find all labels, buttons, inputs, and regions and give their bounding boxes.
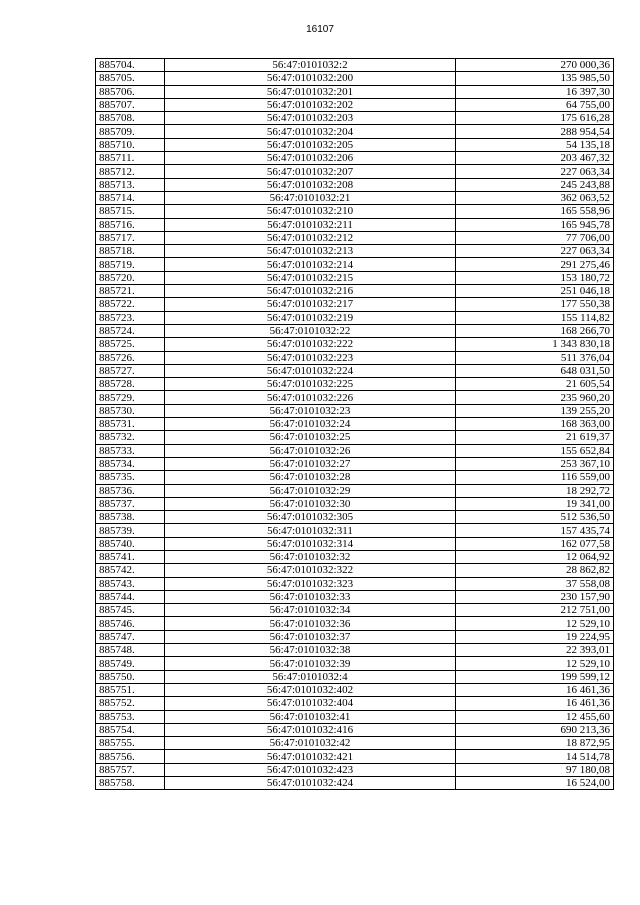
cadastral-value: 28 862,82 (456, 564, 614, 577)
row-number: 885733. (96, 444, 165, 457)
table-row (96, 444, 614, 457)
cadastral-value: 155 652,84 (456, 444, 614, 457)
row-number: 885745. (96, 604, 165, 617)
cadastral-number: 56:47:0101032:32 (165, 550, 456, 563)
cadastral-number: 56:47:0101032:37 (165, 630, 456, 643)
cadastral-value: 21 619,37 (456, 431, 614, 444)
cadastral-value: 1 343 830,18 (456, 338, 614, 351)
cadastral-value: 270 000,36 (456, 59, 614, 72)
cadastral-number: 56:47:0101032:311 (165, 524, 456, 537)
cadastral-value: 253 367,10 (456, 457, 614, 470)
table-row (96, 777, 614, 790)
table-row (96, 285, 614, 298)
cadastral-number: 56:47:0101032:200 (165, 72, 456, 85)
cadastral-value: 648 031,50 (456, 364, 614, 377)
row-number: 885738. (96, 511, 165, 524)
row-number: 885741. (96, 550, 165, 563)
cadastral-number: 56:47:0101032:205 (165, 138, 456, 151)
table-row (96, 231, 614, 244)
cadastral-number: 56:47:0101032:219 (165, 311, 456, 324)
cadastral-number: 56:47:0101032:423 (165, 763, 456, 776)
row-number: 885732. (96, 431, 165, 444)
table-row (96, 471, 614, 484)
table-row (96, 737, 614, 750)
table-row (96, 338, 614, 351)
cadastral-value: 165 558,96 (456, 205, 614, 218)
cadastral-number: 56:47:0101032:27 (165, 457, 456, 470)
table-row (96, 537, 614, 550)
cadastral-value: 168 266,70 (456, 324, 614, 337)
cadastral-value: 12 529,10 (456, 657, 614, 670)
cadastral-value: 175 616,28 (456, 112, 614, 125)
cadastral-number: 56:47:0101032:24 (165, 418, 456, 431)
cadastral-number: 56:47:0101032:25 (165, 431, 456, 444)
row-number: 885739. (96, 524, 165, 537)
table-row (96, 723, 614, 736)
cadastral-number: 56:47:0101032:39 (165, 657, 456, 670)
cadastral-number: 56:47:0101032:28 (165, 471, 456, 484)
table-row (96, 710, 614, 723)
row-number: 885748. (96, 644, 165, 657)
row-number: 885754. (96, 723, 165, 736)
cadastral-number: 56:47:0101032:207 (165, 165, 456, 178)
cadastral-value: 235 960,20 (456, 391, 614, 404)
cadastral-value: 135 985,50 (456, 72, 614, 85)
row-number: 885726. (96, 351, 165, 364)
row-number: 885740. (96, 537, 165, 550)
cadastral-value: 177 550,38 (456, 298, 614, 311)
cadastral-number: 56:47:0101032:402 (165, 683, 456, 696)
row-number: 885729. (96, 391, 165, 404)
table-row (96, 205, 614, 218)
cadastral-number: 56:47:0101032:4 (165, 670, 456, 683)
row-number: 885728. (96, 378, 165, 391)
cadastral-number: 56:47:0101032:226 (165, 391, 456, 404)
cadastral-number: 56:47:0101032:224 (165, 364, 456, 377)
row-number: 885717. (96, 231, 165, 244)
cadastral-number: 56:47:0101032:42 (165, 737, 456, 750)
table-row (96, 72, 614, 85)
cadastral-value: 22 393,01 (456, 644, 614, 657)
cadastral-value: 291 275,46 (456, 258, 614, 271)
cadastral-value: 227 063,34 (456, 245, 614, 258)
row-number: 885705. (96, 72, 165, 85)
page-number: 16107 (306, 24, 334, 35)
cadastral-number: 56:47:0101032:322 (165, 564, 456, 577)
cadastral-value: 362 063,52 (456, 191, 614, 204)
cadastral-value: 97 180,08 (456, 763, 614, 776)
table-row (96, 750, 614, 763)
table-row (96, 258, 614, 271)
table-row (96, 391, 614, 404)
cadastral-value: 19 224,95 (456, 630, 614, 643)
table-row (96, 245, 614, 258)
cadastral-number: 56:47:0101032:223 (165, 351, 456, 364)
cadastral-number: 56:47:0101032:421 (165, 750, 456, 763)
table-row (96, 644, 614, 657)
cadastral-value: 16 461,36 (456, 683, 614, 696)
cadastral-value: 116 559,00 (456, 471, 614, 484)
cadastral-number: 56:47:0101032:404 (165, 697, 456, 710)
cadastral-value: 139 255,20 (456, 404, 614, 417)
row-number: 885716. (96, 218, 165, 231)
row-number: 885710. (96, 138, 165, 151)
cadastral-value: 251 046,18 (456, 285, 614, 298)
table-row (96, 112, 614, 125)
row-number: 885744. (96, 590, 165, 603)
table-row (96, 657, 614, 670)
table-row (96, 457, 614, 470)
cadastral-value: 212 751,00 (456, 604, 614, 617)
row-number: 885730. (96, 404, 165, 417)
table-row (96, 218, 614, 231)
table-row (96, 364, 614, 377)
table-row (96, 59, 614, 72)
cadastral-number: 56:47:0101032:211 (165, 218, 456, 231)
cadastral-value: 77 706,00 (456, 231, 614, 244)
table-row (96, 431, 614, 444)
cadastral-number: 56:47:0101032:33 (165, 590, 456, 603)
row-number: 885757. (96, 763, 165, 776)
table-row (96, 298, 614, 311)
row-number: 885742. (96, 564, 165, 577)
cadastral-number: 56:47:0101032:208 (165, 178, 456, 191)
row-number: 885735. (96, 471, 165, 484)
cadastral-number: 56:47:0101032:222 (165, 338, 456, 351)
cadastral-value: 19 341,00 (456, 497, 614, 510)
table-body (96, 59, 614, 790)
row-number: 885736. (96, 484, 165, 497)
cadastral-value: 230 157,90 (456, 590, 614, 603)
cadastral-number: 56:47:0101032:217 (165, 298, 456, 311)
table-row (96, 404, 614, 417)
table-row (96, 617, 614, 630)
row-number: 885707. (96, 98, 165, 111)
cadastral-number: 56:47:0101032:22 (165, 324, 456, 337)
table-row (96, 697, 614, 710)
cadastral-value: 153 180,72 (456, 271, 614, 284)
table-row (96, 630, 614, 643)
row-number: 885737. (96, 497, 165, 510)
cadastral-value: 14 514,78 (456, 750, 614, 763)
table-row (96, 152, 614, 165)
cadastral-number: 56:47:0101032:2 (165, 59, 456, 72)
table-row (96, 550, 614, 563)
row-number: 885743. (96, 577, 165, 590)
cadastral-number: 56:47:0101032:21 (165, 191, 456, 204)
row-number: 885721. (96, 285, 165, 298)
cadastral-value-table (95, 58, 614, 790)
row-number: 885755. (96, 737, 165, 750)
row-number: 885706. (96, 85, 165, 98)
cadastral-number: 56:47:0101032:38 (165, 644, 456, 657)
row-number: 885758. (96, 777, 165, 790)
table-row (96, 271, 614, 284)
table-row (96, 670, 614, 683)
cadastral-value: 64 755,00 (456, 98, 614, 111)
table-row (96, 763, 614, 776)
cadastral-value: 203 467,32 (456, 152, 614, 165)
cadastral-value: 512 536,50 (456, 511, 614, 524)
cadastral-value: 165 945,78 (456, 218, 614, 231)
table-row (96, 511, 614, 524)
table-row (96, 311, 614, 324)
table-row (96, 564, 614, 577)
row-number: 885723. (96, 311, 165, 324)
table-row (96, 484, 614, 497)
cadastral-number: 56:47:0101032:424 (165, 777, 456, 790)
table-row (96, 165, 614, 178)
cadastral-number: 56:47:0101032:26 (165, 444, 456, 457)
cadastral-number: 56:47:0101032:41 (165, 710, 456, 723)
row-number: 885712. (96, 165, 165, 178)
cadastral-value: 162 077,58 (456, 537, 614, 550)
row-number: 885752. (96, 697, 165, 710)
cadastral-value: 199 599,12 (456, 670, 614, 683)
cadastral-value: 168 363,00 (456, 418, 614, 431)
cadastral-number: 56:47:0101032:323 (165, 577, 456, 590)
table-row (96, 418, 614, 431)
cadastral-number: 56:47:0101032:206 (165, 152, 456, 165)
table-row (96, 524, 614, 537)
row-number: 885713. (96, 178, 165, 191)
cadastral-number: 56:47:0101032:29 (165, 484, 456, 497)
cadastral-number: 56:47:0101032:30 (165, 497, 456, 510)
table-row (96, 324, 614, 337)
table-row (96, 590, 614, 603)
table-row (96, 497, 614, 510)
row-number: 885711. (96, 152, 165, 165)
cadastral-number: 56:47:0101032:305 (165, 511, 456, 524)
cadastral-value: 12 529,10 (456, 617, 614, 630)
row-number: 885719. (96, 258, 165, 271)
table-row (96, 604, 614, 617)
table-row (96, 125, 614, 138)
cadastral-number: 56:47:0101032:23 (165, 404, 456, 417)
row-number: 885756. (96, 750, 165, 763)
table-row (96, 683, 614, 696)
cadastral-value: 227 063,34 (456, 165, 614, 178)
cadastral-number: 56:47:0101032:210 (165, 205, 456, 218)
cadastral-number: 56:47:0101032:225 (165, 378, 456, 391)
cadastral-number: 56:47:0101032:201 (165, 85, 456, 98)
cadastral-number: 56:47:0101032:204 (165, 125, 456, 138)
row-number: 885749. (96, 657, 165, 670)
cadastral-number: 56:47:0101032:216 (165, 285, 456, 298)
cadastral-value: 16 397,30 (456, 85, 614, 98)
cadastral-number: 56:47:0101032:203 (165, 112, 456, 125)
cadastral-value: 690 213,36 (456, 723, 614, 736)
cadastral-number: 56:47:0101032:36 (165, 617, 456, 630)
cadastral-number: 56:47:0101032:215 (165, 271, 456, 284)
row-number: 885715. (96, 205, 165, 218)
cadastral-value: 21 605,54 (456, 378, 614, 391)
cadastral-number: 56:47:0101032:212 (165, 231, 456, 244)
cadastral-value: 245 243,88 (456, 178, 614, 191)
cadastral-value: 37 558,08 (456, 577, 614, 590)
row-number: 885704. (96, 59, 165, 72)
cadastral-value: 288 954,54 (456, 125, 614, 138)
table-row (96, 178, 614, 191)
table-row (96, 378, 614, 391)
row-number: 885731. (96, 418, 165, 431)
cadastral-value: 12 455,60 (456, 710, 614, 723)
row-number: 885750. (96, 670, 165, 683)
cadastral-value: 16 524,00 (456, 777, 614, 790)
table-row (96, 138, 614, 151)
row-number: 885727. (96, 364, 165, 377)
cadastral-value: 12 064,92 (456, 550, 614, 563)
cadastral-value: 54 135,18 (456, 138, 614, 151)
row-number: 885714. (96, 191, 165, 204)
cadastral-value: 16 461,36 (456, 697, 614, 710)
cadastral-value: 511 376,04 (456, 351, 614, 364)
row-number: 885753. (96, 710, 165, 723)
table-row (96, 351, 614, 364)
cadastral-value: 157 435,74 (456, 524, 614, 537)
row-number: 885751. (96, 683, 165, 696)
cadastral-number: 56:47:0101032:213 (165, 245, 456, 258)
table-row (96, 85, 614, 98)
cadastral-value: 18 872,95 (456, 737, 614, 750)
table-row (96, 577, 614, 590)
row-number: 885722. (96, 298, 165, 311)
table-row (96, 98, 614, 111)
row-number: 885709. (96, 125, 165, 138)
row-number: 885724. (96, 324, 165, 337)
cadastral-value: 18 292,72 (456, 484, 614, 497)
cadastral-number: 56:47:0101032:34 (165, 604, 456, 617)
row-number: 885725. (96, 338, 165, 351)
cadastral-number: 56:47:0101032:214 (165, 258, 456, 271)
row-number: 885746. (96, 617, 165, 630)
row-number: 885747. (96, 630, 165, 643)
table-row (96, 191, 614, 204)
row-number: 885708. (96, 112, 165, 125)
cadastral-value: 155 114,82 (456, 311, 614, 324)
row-number: 885718. (96, 245, 165, 258)
row-number: 885720. (96, 271, 165, 284)
row-number: 885734. (96, 457, 165, 470)
cadastral-number: 56:47:0101032:314 (165, 537, 456, 550)
cadastral-number: 56:47:0101032:416 (165, 723, 456, 736)
cadastral-number: 56:47:0101032:202 (165, 98, 456, 111)
